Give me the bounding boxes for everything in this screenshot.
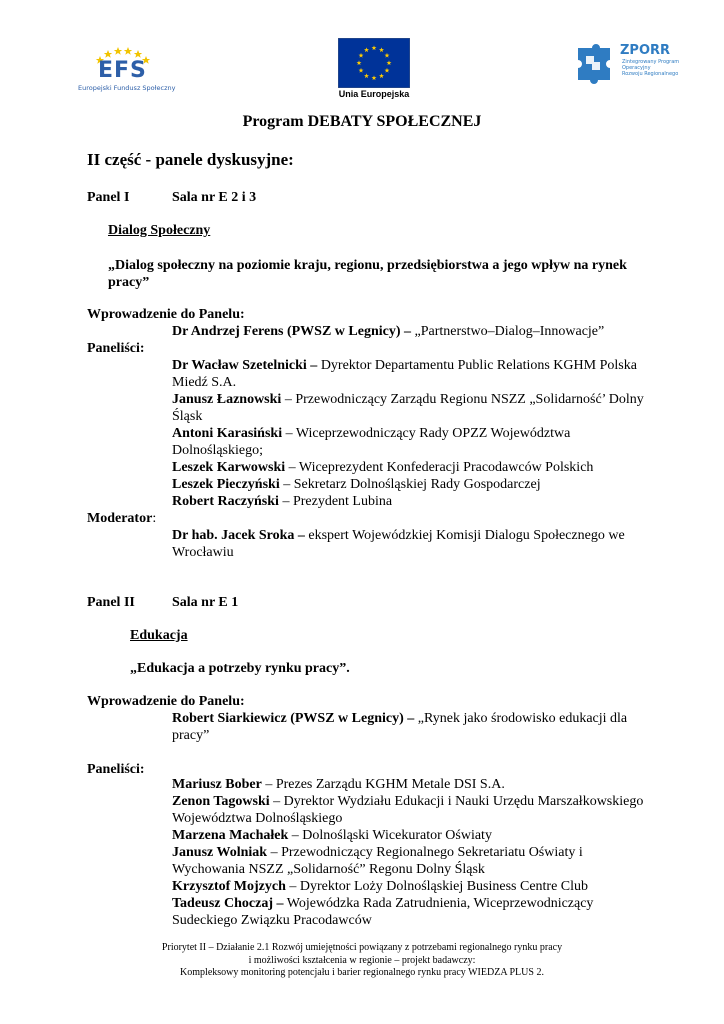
panelist-entry (172, 827, 492, 844)
person-name: Marzena Machałek (172, 828, 289, 843)
zporr-caption-line: Operacyjny (622, 65, 651, 71)
person-name: Leszek Karwowski (172, 460, 286, 475)
panel-1-room: Sala nr E 2 i 3 (172, 190, 257, 205)
efs-caption: Europejski Fundusz Społeczny (78, 84, 176, 92)
person-name: Mariusz Bober (172, 777, 262, 792)
person-name: Dr hab. Jacek Sroka – (172, 528, 305, 543)
puzzle-icon (574, 42, 618, 86)
efs-logo (78, 44, 176, 100)
person-name: Robert Raczyński (172, 494, 279, 509)
person-description: Wojewódzka Rada Zatrudnienia, Wiceprzewodniczący (283, 896, 594, 911)
person-description: – Wiceprezydent Konfederacji Pracodawców Polskich (285, 460, 594, 475)
person-name: Janusz Łaznowski (172, 392, 282, 407)
person-description: „Partnerstwo–Dialog–Innowacje” (411, 324, 605, 339)
panelist-entry (172, 476, 541, 493)
panel-2-label: Panel II (87, 595, 135, 610)
panelist-entry (172, 493, 392, 510)
panelist-entry (172, 391, 644, 408)
person-description: – Przewodniczący Regionalnego Sekretariatu Oświaty i (267, 845, 583, 860)
moderator-label-text: Moderator (87, 511, 153, 526)
person-description: – Prezes Zarządu KGHM Metale DSI S.A. (261, 777, 505, 792)
footer-line: Kompleksowy monitoring potencjału i barier regionalnego rynku pracy WIEDZA PLUS 2. (180, 967, 544, 978)
panel-2-intro-continued: pracy” (172, 728, 210, 743)
panelist-entry-continued: Miedź S.A. (172, 375, 237, 390)
zporr-caption-line: Zintegrowany Program (622, 59, 680, 65)
eu-caption: Unia Europejska (338, 89, 410, 99)
panel-2-room: Sala nr E 1 (172, 595, 239, 610)
person-description: – Prezydent Lubina (278, 494, 393, 509)
panelist-entry-continued: Województwa Dolnośląskiego (172, 811, 343, 826)
moderator-entry (172, 527, 625, 544)
panelist-entry (172, 895, 593, 912)
document-title: Program DEBATY SPOŁECZNEJ (242, 113, 482, 130)
eu-flag-icon (338, 38, 410, 88)
eu-flag-logo (338, 38, 410, 99)
person-name: Zenon Tagowski (172, 794, 270, 809)
person-description: „Rynek jako środowisko edukacji dla (414, 711, 628, 726)
panel-1-subtitle: pracy” (108, 275, 150, 290)
panel-1-topic: Dialog Społeczny (108, 223, 211, 238)
panel-1-moderator-label (87, 510, 156, 527)
person-description: – Dolnośląski Wicekurator Oświaty (288, 828, 492, 843)
zporr-logo (572, 42, 684, 88)
zporr-logo-text: ZPORR (620, 43, 671, 58)
person-name: Leszek Pieczyński (172, 477, 280, 492)
panel-1-intro-label: Wprowadzenie do Panelu: (87, 307, 245, 322)
moderator-colon: : (152, 511, 157, 526)
panelist-entry (172, 425, 570, 442)
panelist-entry (172, 357, 637, 374)
panel-2-subtitle: „Edukacja a potrzeby rynku pracy”. (130, 661, 350, 676)
panelist-entry-continued: Dolnośląskiego; (172, 443, 263, 458)
person-description: – Dyrektor Wydziału Edukacji i Nauki Urzędu Marszałkowskiego (269, 794, 644, 809)
person-description: – Dyrektor Loży Dolnośląskiej Business Centre Club (285, 879, 589, 894)
page-footer (0, 942, 724, 980)
panelist-entry-continued: Sudeckiego Związku Pracodawców (172, 913, 372, 928)
panel-1-label: Panel I (87, 190, 130, 205)
panel-1-panelists-label: Paneliści: (87, 341, 145, 356)
panel-2-panelists-label: Paneliści: (87, 762, 145, 777)
panelist-entry-continued: Śląsk (172, 409, 203, 424)
moderator-entry-continued: Wrocławiu (172, 545, 234, 560)
person-name: Antoni Karasiński (172, 426, 283, 441)
panel-2-intro-label: Wprowadzenie do Panelu: (87, 694, 245, 709)
panel-2-intro (172, 710, 627, 727)
footer-line: Priorytet II – Działanie 2.1 Rozwój umiejętności powiązany z potrzebami regionalnego rynku pracy (161, 942, 563, 953)
panel-2-topic: Edukacja (130, 628, 188, 643)
person-name: Tadeusz Choczaj – (172, 896, 284, 911)
person-description: Dyrektor Departamentu Public Relations KGHM Polska (317, 358, 637, 373)
person-name: Janusz Wolniak (172, 845, 268, 860)
person-name: Robert Siarkiewicz (PWSZ w Legnicy) – (172, 711, 415, 726)
zporr-caption-line: Rozwoju Regionalnego (622, 71, 679, 77)
footer-line: i możliwości kształcenia w regionie – projekt badawczy: (248, 954, 476, 966)
panel-1-subtitle: „Dialog społeczny na poziomie kraju, regionu, przedsiębiorstwa a jego wpływ na rynek (108, 258, 627, 273)
person-name: Dr Andrzej Ferens (PWSZ w Legnicy) – (172, 324, 412, 339)
person-description: – Wiceprzewodniczący Rady OPZZ Województwa (282, 426, 571, 441)
panelist-entry (172, 878, 588, 895)
person-description: – Przewodniczący Zarządu Regionu NSZZ „Solidarność’ Dolny (281, 392, 644, 407)
panelist-entry (172, 844, 583, 861)
efs-logo-text: EFS (98, 58, 147, 83)
section-title: II część - panele dyskusyjne: (87, 150, 294, 169)
panel-1-intro (172, 323, 604, 340)
person-name: Krzysztof Mojzych (172, 879, 286, 894)
person-description: ekspert Wojewódzkiej Komisji Dialogu Społecznego we (304, 528, 625, 543)
person-description: – Sekretarz Dolnośląskiej Rady Gospodarczej (279, 477, 541, 492)
zporr-caption (622, 59, 679, 77)
panelist-entry (172, 793, 643, 810)
panelist-entry (172, 459, 593, 476)
panelist-entry (172, 776, 505, 793)
person-name: Dr Wacław Szetelnicki – (172, 358, 318, 373)
panelist-entry-continued: Wychowania NSZZ „Solidarność” Regonu Dolny Śląsk (172, 862, 485, 877)
